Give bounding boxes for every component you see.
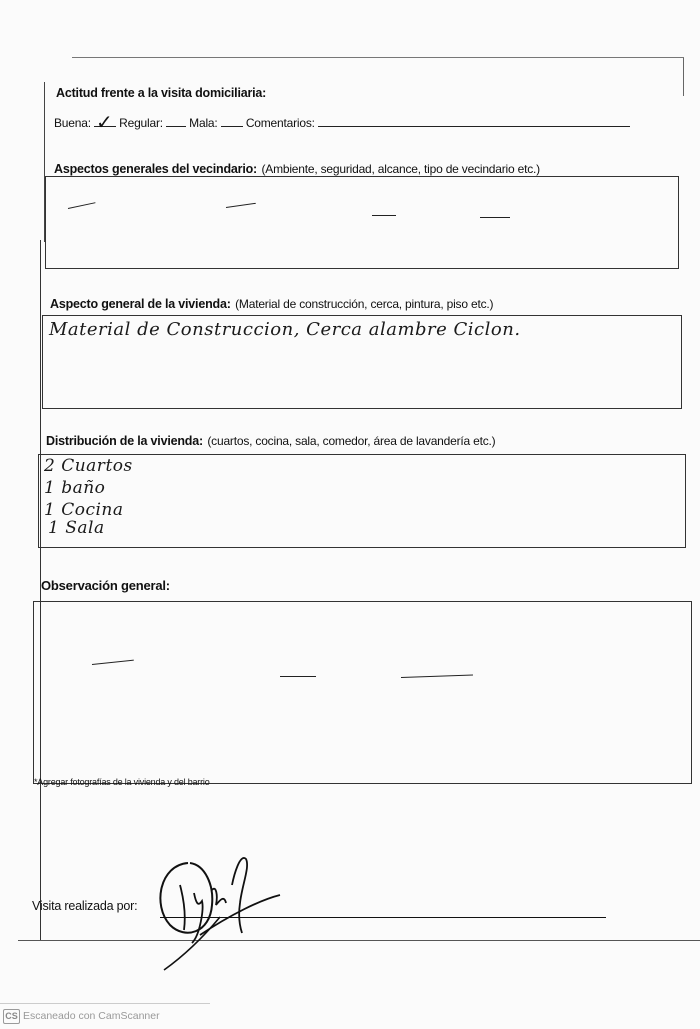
distribution-title: Distribución de la vivienda:: [46, 434, 203, 448]
handwritten-dash: [226, 203, 256, 208]
distribution-line: 1 Sala: [48, 518, 105, 538]
distribution-field[interactable]: [38, 454, 686, 548]
option-buena-label: Buena:: [54, 116, 91, 130]
housing-aspect-field[interactable]: [42, 315, 682, 409]
neighborhood-title: Aspectos generales del vecindario:: [54, 162, 258, 176]
distribution-heading: [46, 432, 495, 450]
handwritten-dash: [280, 676, 316, 677]
camscanner-text: Escaneado con CamScanner: [23, 1010, 160, 1022]
distribution-line: 2 Cuartos: [44, 456, 133, 476]
observation-title: Observación general:: [41, 578, 170, 593]
footnote: *Agregar fotografías de la vivienda y del barrio: [34, 777, 210, 787]
distribution-line: 1 Cocina: [44, 500, 124, 520]
housing-aspect-value: Material de Construccion, Cerca alambre Ciclon.: [49, 319, 521, 340]
signature-label: Visita realizada por:: [32, 899, 138, 913]
neighborhood-field[interactable]: [45, 176, 679, 269]
option-regular-field[interactable]: [166, 126, 186, 127]
neighborhood-hint: (Ambiente, seguridad, alcance, tipo de vecindario etc.): [261, 162, 540, 176]
housing-aspect-title: Aspecto general de la vivienda:: [50, 297, 231, 311]
camscanner-logo-icon: CS: [3, 1009, 20, 1024]
option-mala-field[interactable]: [221, 126, 243, 127]
bottom-rule: [18, 940, 700, 941]
attitude-title: Actitud frente a la visita domiciliaria:: [56, 86, 267, 100]
top-rule: [72, 57, 684, 58]
scan-rule: [0, 1003, 210, 1004]
option-buena-field[interactable]: [94, 112, 116, 134]
distribution-line: 1 baño: [44, 478, 106, 498]
comments-field[interactable]: [318, 126, 630, 127]
attitude-options: [54, 112, 630, 134]
right-rule: [683, 58, 684, 96]
handwritten-dash: [92, 660, 134, 665]
checkmark-icon: ✓: [95, 112, 113, 134]
comments-label: Comentarios:: [245, 116, 315, 130]
housing-aspect-hint: (Material de construcción, cerca, pintura, piso etc.): [235, 297, 494, 311]
handwritten-dash: [480, 217, 510, 218]
observation-field[interactable]: [33, 601, 692, 784]
handwritten-dash: [68, 202, 96, 209]
signature-icon: [150, 845, 300, 975]
option-regular-label: Regular:: [119, 116, 163, 130]
handwritten-dash: [372, 215, 396, 216]
option-mala-label: Mala:: [189, 116, 218, 130]
distribution-hint: (cuartos, cocina, sala, comedor, área de lavandería etc.): [207, 434, 496, 448]
distribution-list: [44, 455, 133, 539]
handwritten-dash: [401, 674, 473, 678]
housing-aspect-heading: [50, 295, 493, 313]
